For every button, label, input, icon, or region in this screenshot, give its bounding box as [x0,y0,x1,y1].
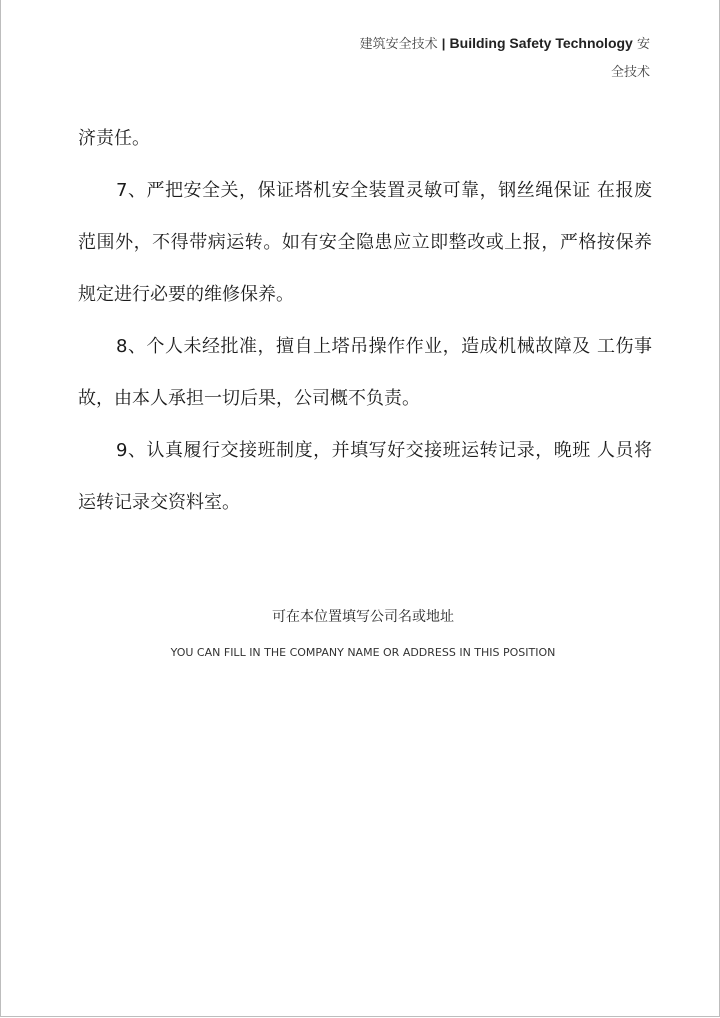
footer-company-cn: 可在本位置填写公司名或地址 [272,609,454,625]
footer-company-en: YOU CAN FILL IN THE COMPANY NAME OR ADDRESS IN THIS POSITION [170,646,556,659]
header-cn-suffix: 安全技术 [610,37,650,80]
paragraph-continuation: 济责任。 [78,128,150,149]
paragraph-item-8: 8、个人未经批准，擅自上塔吊操作作业，造成机械故障及 工伤事故，由本人承担一切后果，公司概不负责。 [78,336,652,409]
header-en-title: Building Safety Technology [449,35,633,51]
paragraph-item-9: 9、认真履行交接班制度，并填写好交接班运转记录，晚班 人员将运转记录交资料室。 [78,440,652,513]
page-header [350,29,650,87]
header-cn-prefix: 建筑安全技术 [359,37,438,52]
header-separator: | [441,36,446,51]
paragraph-item-7: 7、严把安全关，保证塔机安全装置灵敏可靠，钢丝绳保证 在报废范围外，不得带病运转。如有安全隐患应立即整改或上报，严格按保养规定进行必要的维修保养。 [78,180,652,305]
document-body [78,113,652,529]
